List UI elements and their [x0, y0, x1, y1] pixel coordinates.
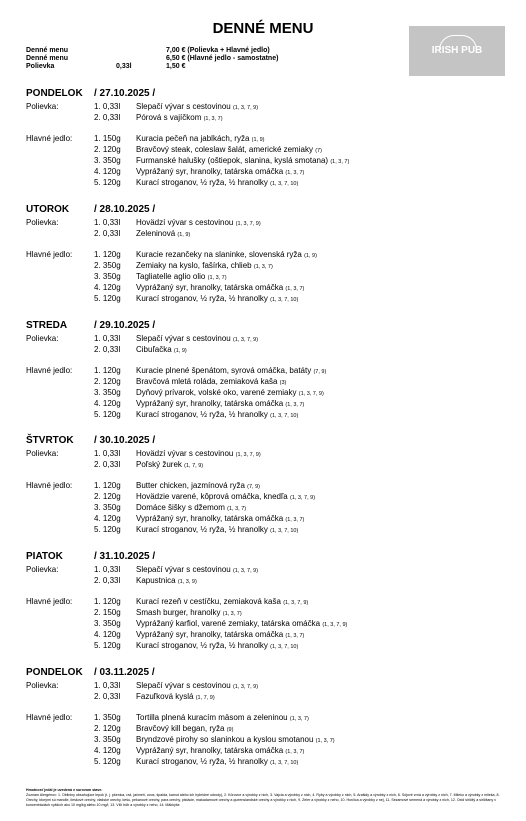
item-portion: 2. 120g — [94, 145, 121, 154]
logo-text: IRISH PUB — [431, 45, 483, 56]
day-section — [26, 549, 506, 651]
menu-item — [26, 101, 506, 112]
item-portion: 1. 0,33l — [94, 681, 121, 690]
main-group — [26, 712, 506, 767]
menu-item — [26, 376, 506, 387]
item-name: Kurací stroganov, ½ ryža, ½ hranolky — [136, 525, 268, 534]
price-label: Denné menu — [26, 47, 69, 54]
item-allergens: (1, 3, 7, 10) — [270, 528, 299, 534]
day-header — [26, 549, 506, 564]
item-portion: 5. 120g — [94, 757, 121, 766]
item-allergens: (1, 3, 7, 10) — [270, 413, 299, 419]
menu-item — [26, 387, 506, 398]
item-allergens: (1, 3, 7, 9) — [232, 684, 259, 690]
day-name: ŠTVRTOK — [26, 435, 74, 446]
menu-item — [26, 712, 506, 723]
item-name: Slepačí vývar s cestovinou — [136, 681, 231, 690]
item-portion: 5. 120g — [94, 294, 121, 303]
item-allergens: (1, 3, 7, 9) — [322, 622, 348, 628]
item-portion: 1. 120g — [94, 597, 121, 606]
item-allergens: (1, 9) — [251, 137, 265, 143]
day-header — [26, 202, 506, 217]
item-name: Bravčová mletá roláda, zemiaková kaša — [136, 377, 278, 386]
price-value: 1,50 € — [166, 63, 186, 70]
item-name: Kuracie rezančeky na slaninke, slovenská ryža — [136, 250, 302, 259]
menu-item — [26, 365, 506, 376]
item-portion: 2. 0,33l — [94, 345, 121, 354]
item-name: Slepačí vývar s cestovinou — [136, 565, 231, 574]
menu-item — [26, 409, 506, 420]
item-name: Vyprážaný syr, hranolky, tatárska omáčka — [136, 514, 284, 523]
menu-item — [26, 745, 506, 756]
item-portion: 5. 120g — [94, 525, 121, 534]
item-portion: 5. 120g — [94, 641, 121, 650]
item-allergens: (1, 3, 7) — [207, 275, 227, 281]
main-group — [26, 480, 506, 535]
allergen-footer — [26, 788, 504, 808]
day-name: STREDA — [26, 320, 68, 331]
item-allergens: (1, 3, 9) — [177, 579, 197, 585]
menu-item — [26, 629, 506, 640]
item-allergens: (1, 9) — [304, 253, 317, 259]
menu-item — [26, 282, 506, 293]
item-allergens: (1, 3, 7, 9) — [235, 452, 261, 458]
item-allergens: (1, 3, 7) — [285, 517, 305, 523]
menu-item — [26, 144, 506, 155]
menu-item — [26, 249, 506, 260]
item-name: Kurací stroganov, ½ ryža, ½ hranolky — [136, 410, 268, 419]
item-allergens: (1, 3, 7) — [330, 159, 350, 165]
menu-item — [26, 680, 506, 691]
day-section — [26, 433, 506, 535]
menu-item — [26, 448, 506, 459]
item-allergens: (1, 3, 7) — [285, 749, 305, 755]
menu-item — [26, 618, 506, 629]
item-portion: 4. 120g — [94, 514, 121, 523]
day-date: / 31.10.2025 / — [94, 551, 156, 562]
item-allergens: (1, 3, 7, 9) — [235, 221, 261, 227]
item-portion: 1. 0,33l — [94, 334, 121, 343]
item-name: Vyprážaný syr, hranolky, tatárska omáčka — [136, 399, 284, 408]
item-portion: 2. 350g — [94, 261, 121, 270]
item-allergens: (1, 3, 7, 10) — [270, 181, 299, 187]
item-name: Bryndzové pirohy so slaninkou a kyslou smotanou — [136, 735, 314, 744]
menu-item — [26, 260, 506, 271]
item-name: Poľský žurek — [136, 460, 182, 469]
menu-item — [26, 607, 506, 618]
main-group — [26, 133, 506, 188]
item-name: Hovädzí vývar s cestovinou — [136, 449, 234, 458]
soup-group — [26, 680, 506, 702]
item-name: Vyprážaný syr, hranolky, tatárska omáčka — [136, 746, 284, 755]
item-name: Hovädzie varené, kôprová omáčka, knedľa — [136, 492, 288, 501]
menu-item — [26, 723, 506, 734]
item-name: Tagliatelle aglio olio — [136, 272, 206, 281]
menu-item — [26, 133, 506, 144]
menu-item — [26, 575, 506, 586]
item-name: Hovädzí vývar s cestovinou — [136, 218, 234, 227]
menu-item — [26, 513, 506, 524]
item-name: Kurací stroganov, ½ ryža, ½ hranolky — [136, 641, 268, 650]
price-row — [26, 63, 386, 71]
item-name: Tortilla plnená kuracím mäsom a zeleninou — [136, 713, 288, 722]
item-allergens: (1, 9) — [177, 232, 191, 238]
item-name: Butter chicken, jazmínová ryža — [136, 481, 245, 490]
item-allergens: (7, 9) — [247, 484, 261, 490]
item-portion: 2. 120g — [94, 492, 121, 501]
item-portion: 4. 120g — [94, 746, 121, 755]
day-name: PONDELOK — [26, 667, 83, 678]
menu-item — [26, 398, 506, 409]
item-portion: 3. 350g — [94, 619, 121, 628]
soup-group-label: Polievka: — [26, 218, 59, 227]
price-row — [26, 55, 386, 63]
soup-group — [26, 564, 506, 586]
soup-group-label: Polievka: — [26, 102, 59, 111]
day-date: / 27.10.2025 / — [94, 88, 156, 99]
item-name: Bravčový kill began, ryža — [136, 724, 225, 733]
item-portion: 2. 0,33l — [94, 113, 121, 122]
item-allergens: (1, 3, 7, 9) — [283, 600, 309, 606]
item-name: Vyprážaný karfiol, varené zemiaky, tatárska omáčka — [136, 619, 321, 628]
item-name: Kurací stroganov, ½ ryža, ½ hranolky — [136, 294, 268, 303]
item-portion: 3. 350g — [94, 156, 121, 165]
soup-group — [26, 333, 506, 355]
item-name: Vyprážaný syr, hranolky, tatárska omáčka — [136, 283, 284, 292]
item-allergens: (1, 3, 7, 10) — [270, 644, 299, 650]
menu-item — [26, 564, 506, 575]
page-title: DENNÉ MENU — [212, 20, 314, 37]
day-section — [26, 665, 506, 767]
soup-group — [26, 101, 506, 123]
item-portion: 4. 120g — [94, 630, 121, 639]
item-name: Kurací stroganov, ½ ryža, ½ hranolky — [136, 178, 268, 187]
item-allergens: (1, 3, 7) — [289, 716, 309, 722]
item-name: Zemiaky na kyslo, fašírka, chlieb — [136, 261, 252, 270]
item-name: Kuracia pečeň na jablkách, ryža — [136, 134, 250, 143]
item-portion: 3. 350g — [94, 503, 121, 512]
item-allergens: (1, 7, 9) — [184, 463, 204, 469]
price-value: 6,50 € (Hlavné jedlo - samostatne) — [166, 55, 279, 62]
item-allergens: (1, 3, 7, 10) — [270, 760, 299, 766]
item-name: Vyprážaný syr, hranolky, tatárska omáčka — [136, 630, 284, 639]
main-group — [26, 249, 506, 304]
menu-item — [26, 177, 506, 188]
item-name: Vyprážaný syr, hranolky, tatárska omáčka — [136, 167, 284, 176]
main-group-label: Hlavné jedlo: — [26, 250, 73, 259]
item-name: Zeleninová — [136, 229, 176, 238]
logo-arc-icon — [439, 35, 477, 50]
day-header — [26, 86, 506, 101]
day-name: PONDELOK — [26, 88, 83, 99]
item-portion: 1. 120g — [94, 366, 121, 375]
menu-item — [26, 293, 506, 304]
item-name: Kuracie plnené špenátom, syrová omáčka, batáty — [136, 366, 312, 375]
item-name: Fazuľková kyslá — [136, 692, 194, 701]
day-section — [26, 318, 506, 420]
menu-item — [26, 271, 506, 282]
day-date: / 30.10.2025 / — [94, 435, 156, 446]
item-portion: 5. 120g — [94, 178, 121, 187]
item-portion: 3. 350g — [94, 388, 121, 397]
item-portion: 4. 120g — [94, 283, 121, 292]
item-name: Kapustnica — [136, 576, 176, 585]
item-allergens: (1, 3, 7) — [203, 116, 223, 122]
main-group-label: Hlavné jedlo: — [26, 481, 73, 490]
item-portion: 3. 350g — [94, 735, 121, 744]
item-allergens: (1, 3, 7) — [227, 506, 247, 512]
item-portion: 1. 120g — [94, 250, 121, 259]
price-row — [26, 47, 386, 55]
footer-weight-note: Hmotnosť jedál je uvedená v surovom stave. — [26, 788, 103, 792]
item-allergens: (1, 3, 7) — [253, 264, 273, 270]
item-allergens: (7) — [315, 148, 322, 154]
item-allergens: (1, 3, 7) — [285, 402, 305, 408]
day-header — [26, 665, 506, 680]
item-portion: 2. 0,33l — [94, 692, 121, 701]
item-portion: 5. 120g — [94, 410, 121, 419]
item-allergens: (1, 3, 7, 9) — [232, 568, 259, 574]
item-portion: 2. 120g — [94, 724, 121, 733]
item-name: Slepačí vývar s cestovinou — [136, 102, 231, 111]
main-group-label: Hlavné jedlo: — [26, 597, 73, 606]
menu-item — [26, 217, 506, 228]
menu-item — [26, 502, 506, 513]
item-portion: 2. 150g — [94, 608, 121, 617]
item-name: Furmanské halušky (oštiepok, slanina, kyslá smotana) — [136, 156, 329, 165]
item-allergens: (1, 3, 7, 10) — [270, 297, 299, 303]
item-portion: 1. 350g — [94, 713, 121, 722]
item-name: Bravčový steak, coleslaw šalát, americké zemiaky — [136, 145, 313, 154]
main-group — [26, 365, 506, 420]
item-portion: 3. 350g — [94, 272, 121, 281]
item-name: Kurací rezeň v cestíčku, zemiaková kaša — [136, 597, 281, 606]
item-portion: 1. 0,33l — [94, 565, 121, 574]
item-allergens: (1, 7, 9) — [195, 695, 215, 701]
main-group-label: Hlavné jedlo: — [26, 366, 73, 375]
item-allergens: (1, 3, 7) — [222, 611, 242, 617]
item-allergens: (1, 3, 7) — [285, 633, 305, 639]
item-portion: 1. 150g — [94, 134, 121, 143]
item-allergens: (1, 9) — [173, 348, 187, 354]
item-portion: 2. 0,33l — [94, 460, 121, 469]
menu-item — [26, 344, 506, 355]
soup-group — [26, 217, 506, 239]
item-name: Kurací stroganov, ½ ryža, ½ hranolky — [136, 757, 268, 766]
menu-item — [26, 228, 506, 239]
item-name: Smash burger, hranolky — [136, 608, 221, 617]
item-portion: 1. 120g — [94, 481, 121, 490]
irish-pub-logo — [409, 26, 505, 76]
item-portion: 1. 0,33l — [94, 449, 121, 458]
soup-group-label: Polievka: — [26, 449, 59, 458]
item-portion: 4. 120g — [94, 399, 121, 408]
menu-item — [26, 459, 506, 470]
item-allergens: (1, 3, 7, 9) — [232, 105, 259, 111]
menu-item — [26, 166, 506, 177]
item-allergens: (1, 3, 7, 9) — [298, 391, 324, 397]
menu-item — [26, 333, 506, 344]
item-portion: 2. 0,33l — [94, 229, 121, 238]
main-group — [26, 596, 506, 651]
menu-item — [26, 640, 506, 651]
item-portion: 2. 120g — [94, 377, 121, 386]
price-label: Denné menu — [26, 55, 69, 62]
item-allergens: (1, 3, 7) — [315, 738, 335, 744]
soup-group — [26, 448, 506, 470]
menu-item — [26, 734, 506, 745]
item-allergens: (3) — [279, 380, 287, 386]
menu-item — [26, 112, 506, 123]
item-portion: 1. 0,33l — [94, 218, 121, 227]
menu-item — [26, 691, 506, 702]
item-name: Cibuľačka — [136, 345, 172, 354]
item-name: Pórová s vajíčkom — [136, 113, 202, 122]
item-allergens: (1, 3, 7) — [285, 170, 305, 176]
menu-item — [26, 155, 506, 166]
day-header — [26, 433, 506, 448]
item-allergens: (1, 3, 7, 9) — [232, 337, 259, 343]
item-name: Slepačí vývar s cestovinou — [136, 334, 231, 343]
soup-group-label: Polievka: — [26, 681, 59, 690]
item-portion: 2. 0,33l — [94, 576, 121, 585]
day-section — [26, 86, 506, 188]
day-date: / 28.10.2025 / — [94, 204, 156, 215]
price-list — [26, 47, 386, 71]
main-group-label: Hlavné jedlo: — [26, 134, 73, 143]
item-allergens: (9) — [226, 727, 234, 733]
menu-item — [26, 756, 506, 767]
item-portion: 4. 120g — [94, 167, 121, 176]
item-name: Dyňový prívarok, volské oko, varené zemiaky — [136, 388, 297, 397]
item-portion: 1. 0,33l — [94, 102, 121, 111]
soup-group-label: Polievka: — [26, 565, 59, 574]
day-section — [26, 202, 506, 304]
menu-item — [26, 491, 506, 502]
soup-group-label: Polievka: — [26, 334, 59, 343]
price-label: Polievka — [26, 63, 55, 70]
day-header — [26, 318, 506, 333]
footer-allergen-list: Zoznam Alergénov: 1. Obilniny obsahujúce lepok (t. j. pšenica, raž, jačmeň, ovos, špalda, kamut alebo ich hybridné odrody), 2. Kôrovce a výrobky z nich, 3. Vajcia a výrobky z nich, 4. Ryby a výrobky z nich, 5. Arašidy a výrobky z nich, 6. Sójové zrná a výrobky z nich, 7. Mlieko a výrobky z mlieka, 8. Orechy, ktorými sú mandle, lieskové orechy, vlašské orechy, kešu, pekanové orechy, para orechy, pistácie, makadamové orechy a queenslandské orechy a výrobky z nich, 9. Zeler a výrobky z neho, 10. Horčica a výrobky z nej, 11. Sezamové semená a výrobky z nich, 12. Oxid siričitý a siričitany v koncentráciách vyšších ako 10 mg/kg alebo 10 mg/l, 13. Vlčí bôb a výrobky z neho, 14. Mäkkýše — [26, 793, 500, 807]
price-value: 7,00 € (Polievka + Hlavné jedlo) — [166, 47, 270, 54]
day-date: / 03.11.2025 / — [94, 667, 155, 678]
main-group-label: Hlavné jedlo: — [26, 713, 73, 722]
menu-item — [26, 480, 506, 491]
item-allergens: (1, 3, 7) — [285, 286, 305, 292]
item-name: Domáce šišky s džemom — [136, 503, 225, 512]
item-allergens: (7, 9) — [313, 369, 327, 375]
menu-item — [26, 596, 506, 607]
day-name: PIATOK — [26, 551, 63, 562]
day-date: / 29.10.2025 / — [94, 320, 156, 331]
day-name: UTOROK — [26, 204, 70, 215]
price-size: 0,33l — [116, 63, 132, 70]
item-allergens: (1, 3, 7, 9) — [289, 495, 316, 501]
menu-item — [26, 524, 506, 535]
